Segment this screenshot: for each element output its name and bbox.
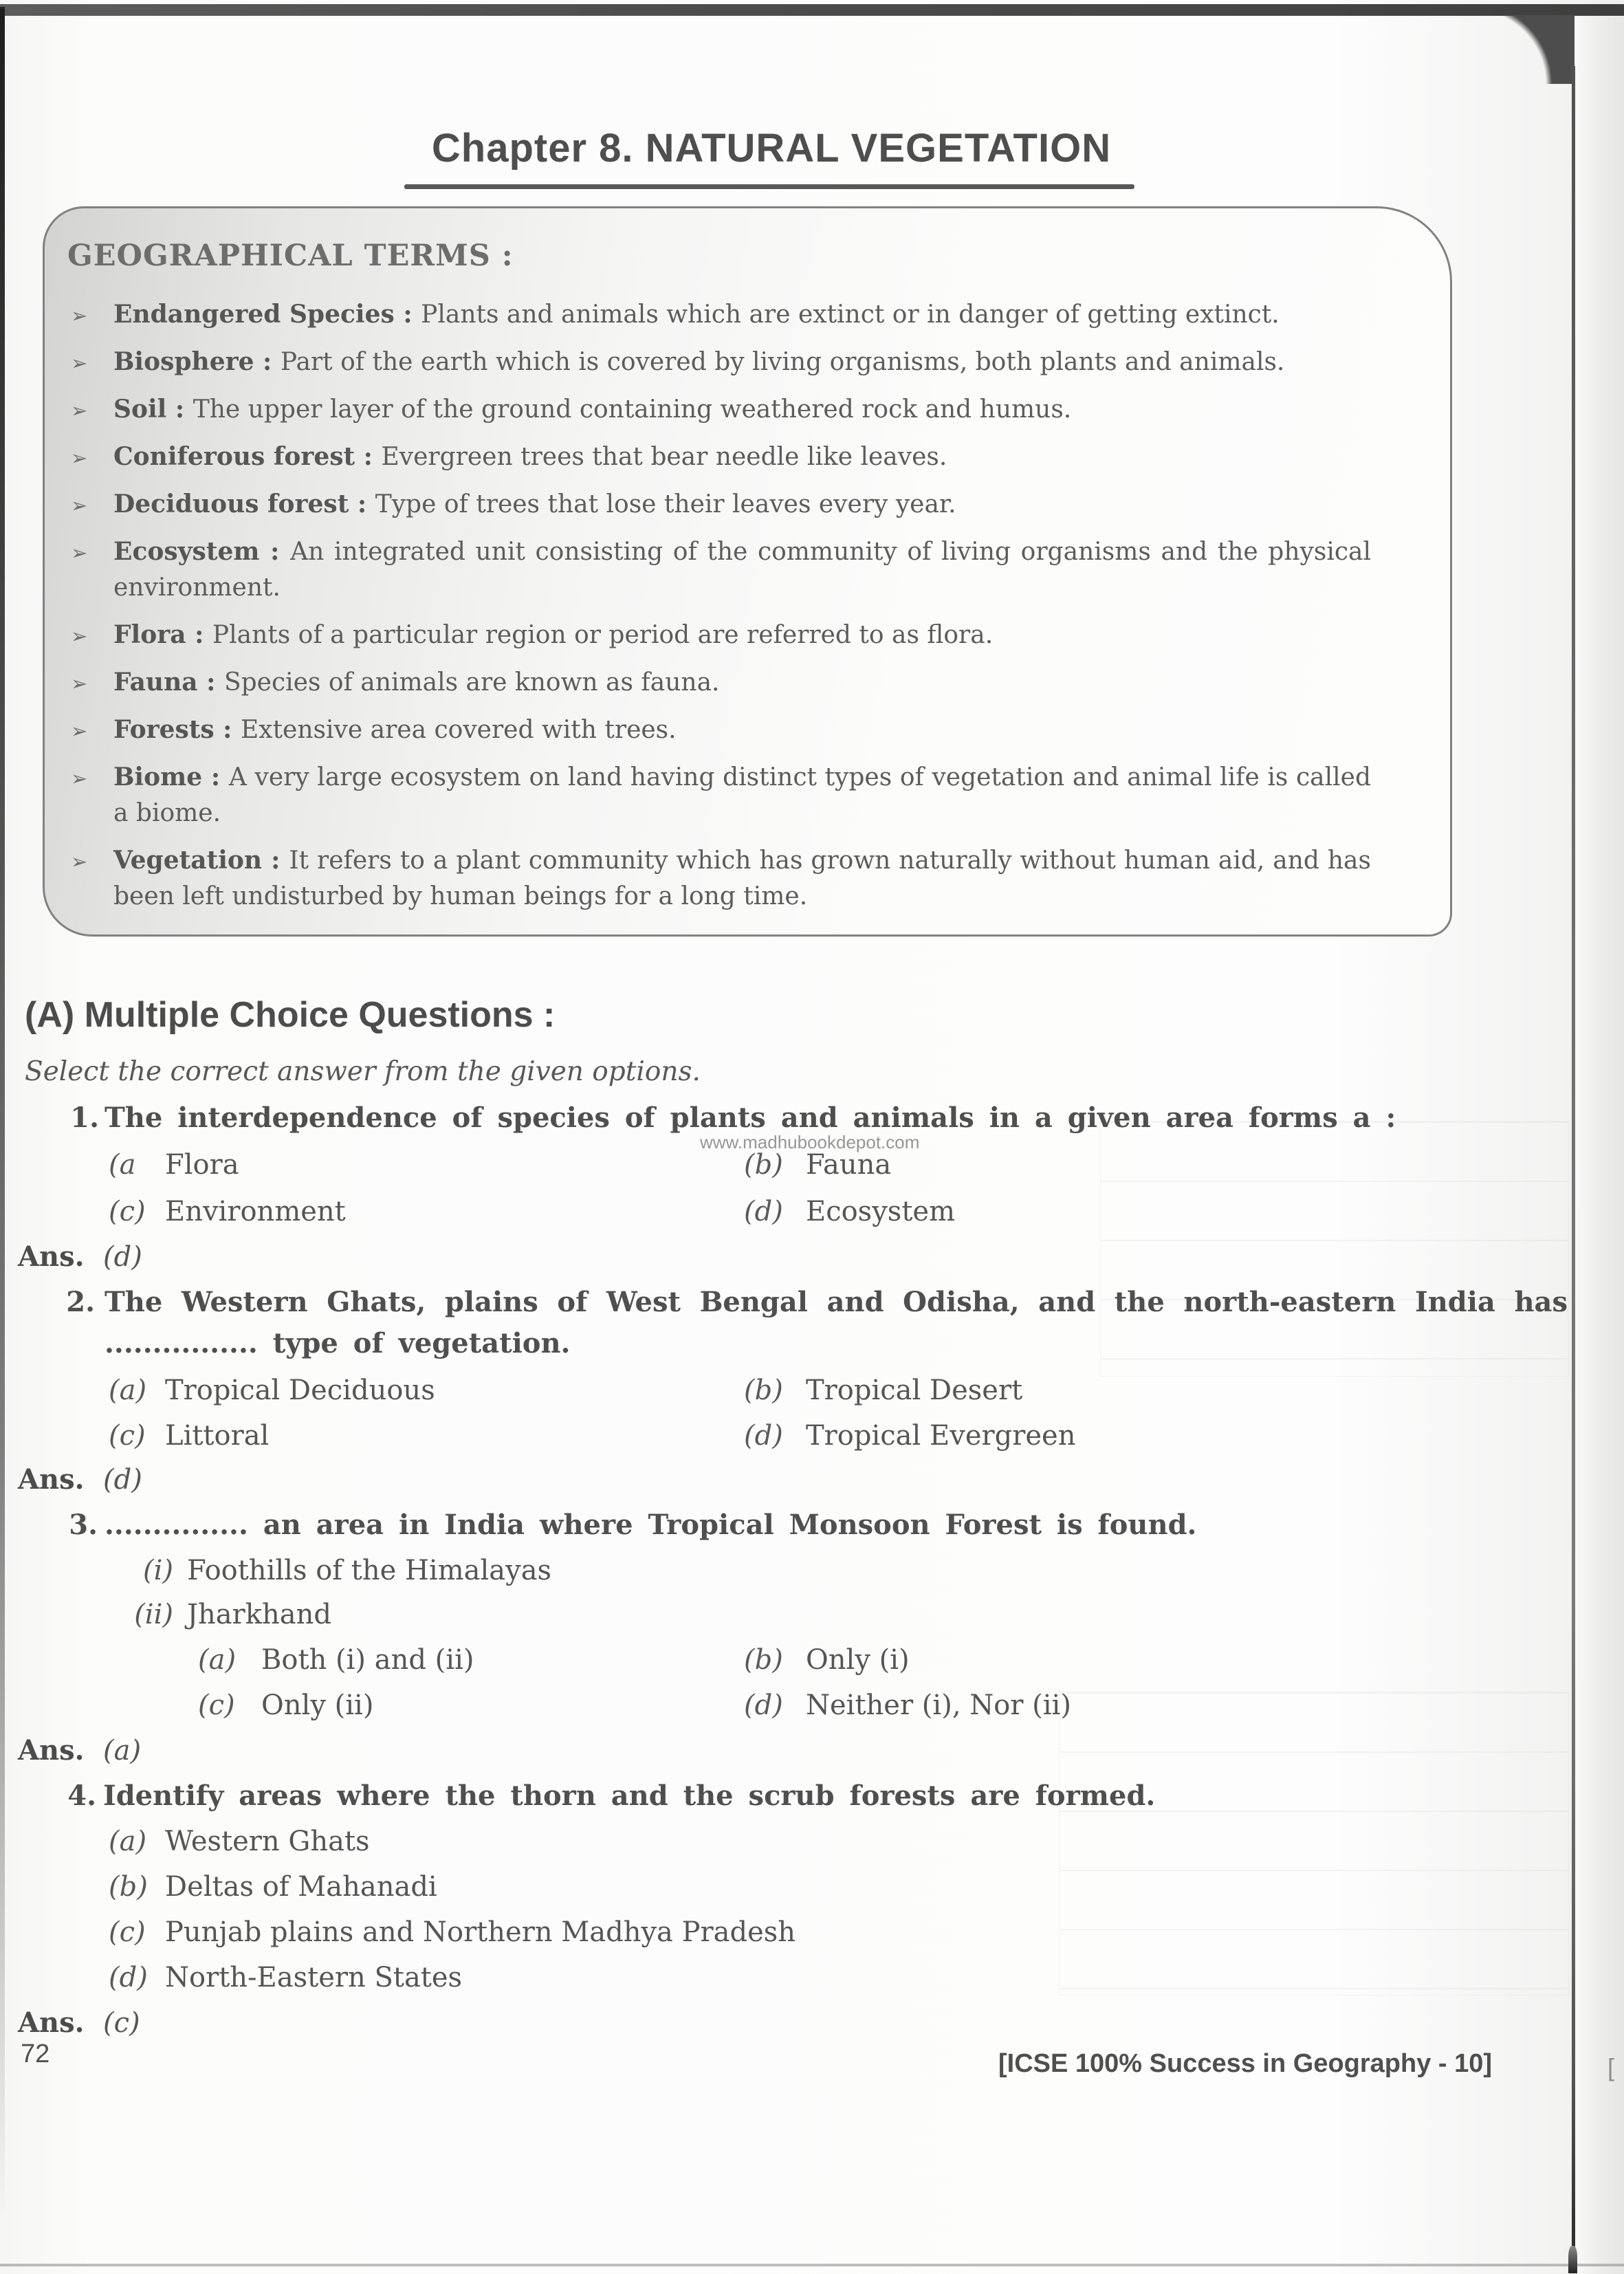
option-text: Littoral (165, 1420, 270, 1452)
term-name: Deciduous forest (113, 490, 349, 518)
mcq-section-heading: (A) Multiple Choice Questions : (25, 995, 556, 1035)
page-curl-corner (1471, 15, 1574, 84)
term-item (71, 534, 1372, 606)
option-label: (c) (109, 1196, 146, 1227)
term-name: Coniferous forest (113, 442, 355, 471)
term-name: Biosphere (113, 347, 254, 376)
term-definition: Part of the earth which is covered by living organisms, both plants and animals. (280, 348, 1285, 376)
term-item (71, 712, 1371, 748)
option-label: (c) (109, 1916, 146, 1948)
statement-label: (ii) (134, 1599, 173, 1630)
options-row (0, 1643, 1624, 1678)
option-text: Flora (165, 1149, 239, 1181)
term-item (71, 344, 1371, 380)
term-item (71, 617, 1371, 653)
option-text: Western Ghats (165, 1826, 370, 1857)
next-page-text-fragment: [ (1607, 2053, 1615, 2081)
term-name: Fauna (113, 668, 198, 697)
option-text: Ecosystem (806, 1196, 956, 1227)
option-label: (a) (109, 1826, 147, 1857)
term-name: Endangered Species (113, 300, 395, 329)
option-text: Environment (165, 1196, 346, 1227)
options-row (0, 1195, 1624, 1229)
options-row (0, 1961, 1624, 1996)
term-item (71, 759, 1371, 831)
answer-label: Ans. (18, 1734, 85, 1767)
question-text: ............... an area in India where Tropical Monsoon Forest is found. (105, 1509, 1197, 1541)
term-separator: : (259, 537, 291, 566)
options-row (0, 1419, 1624, 1454)
statement-row (0, 1598, 1624, 1632)
option-label: (a) (109, 1375, 147, 1406)
question-row (0, 1286, 1624, 1320)
term-separator: : (214, 715, 241, 744)
term-definition: Type of trees that lose their leaves every year. (375, 490, 956, 518)
term-name: Vegetation (113, 846, 263, 875)
arrow-bullet-icon: ➢ (71, 351, 88, 375)
footer-book-title: [ICSE 100% Success in Geography - 10] (998, 2049, 1493, 2078)
term-name: Forests (113, 715, 215, 744)
page-curl-foot (1568, 2246, 1577, 2273)
term-name: Ecosystem (113, 537, 260, 566)
statement-text: Jharkhand (187, 1599, 331, 1630)
option-label: (a) (198, 1644, 237, 1676)
options-row (0, 1148, 1624, 1183)
arrow-bullet-icon: ➢ (71, 767, 88, 790)
answer-value: (d) (103, 1464, 142, 1496)
option-text: Punjab plains and Northern Madhya Pradesh (165, 1916, 796, 1948)
question-number: 4. (67, 1780, 96, 1812)
term-separator: : (197, 668, 224, 697)
geographical-terms-box (43, 206, 1452, 937)
arrow-bullet-icon: ➢ (71, 672, 88, 695)
term-item (71, 842, 1371, 915)
term-definition: Plants and animals which are extinct or in danger of getting extinct. (421, 300, 1280, 329)
term-definition: It refers to a plant community which has grown naturally without human aid, and has been left undisturbed by human beings for a long time. (113, 846, 1371, 910)
term-separator: : (262, 846, 289, 875)
option-label: (a (109, 1149, 136, 1181)
option-label: (d) (744, 1196, 783, 1227)
answer-value: (d) (103, 1241, 142, 1273)
term-name: Biome (113, 763, 203, 791)
option-label: (b) (109, 1871, 148, 1903)
term-item (71, 486, 1371, 523)
answer-value: (a) (103, 1735, 142, 1767)
question-row (0, 1327, 1624, 1362)
option-text: Tropical Deciduous (165, 1375, 435, 1406)
option-text: Only (ii) (261, 1690, 374, 1721)
options-row (0, 1689, 1624, 1723)
option-text: Neither (i), Nor (ii) (806, 1690, 1071, 1721)
option-text: North-Eastern States (165, 1962, 463, 1993)
option-text: Only (i) (806, 1644, 910, 1676)
term-definition: The upper layer of the ground containing weathered rock and humus. (193, 395, 1072, 424)
question-row (0, 1780, 1624, 1814)
answer-value: (c) (103, 2007, 140, 2039)
scan-top-edge (0, 4, 1624, 16)
question-text: The interdependence of species of plants and animals in a given area forms a : (105, 1102, 1396, 1134)
term-definition: Species of animals are known as fauna. (223, 668, 720, 697)
option-label: (b) (744, 1149, 783, 1181)
terms-box-heading: GEOGRAPHICAL TERMS : (67, 239, 514, 273)
option-label: (c) (109, 1420, 146, 1452)
term-separator: : (202, 763, 229, 791)
term-separator: : (254, 347, 281, 376)
arrow-bullet-icon: ➢ (71, 446, 88, 470)
option-text: Fauna (806, 1149, 892, 1181)
term-item (71, 664, 1371, 701)
question-text: The Western Ghats, plains of West Bengal and Odisha, and the north-eastern India has (105, 1286, 1568, 1318)
question-number: 3. (69, 1509, 98, 1541)
page-title: Chapter 8. NATURAL VEGETATION (431, 126, 1112, 171)
question-number: 1. (70, 1102, 99, 1134)
arrow-bullet-icon: ➢ (71, 494, 88, 517)
option-label: (d) (744, 1420, 783, 1452)
mcq-instruction: Select the correct answer from the given options. (25, 1056, 701, 1087)
statement-label: (i) (142, 1555, 173, 1586)
term-separator: : (166, 395, 193, 424)
arrow-bullet-icon: ➢ (71, 304, 88, 327)
answer-label: Ans. (18, 1463, 85, 1496)
term-item (71, 391, 1371, 428)
term-separator: : (394, 300, 421, 329)
option-text: Both (i) and (ii) (261, 1644, 474, 1676)
option-label: (c) (198, 1690, 235, 1721)
option-label: (b) (744, 1644, 783, 1676)
option-label: (b) (744, 1375, 783, 1406)
option-label: (d) (744, 1690, 783, 1721)
scan-bottom-edge (0, 2264, 1624, 2266)
term-name: Soil (113, 395, 167, 424)
answer-row (0, 1463, 1624, 1498)
term-definition: An integrated unit consisting of the community of living organisms and the physical environment. (113, 538, 1372, 602)
statement-text: Foothills of the Himalayas (187, 1555, 552, 1586)
term-name: Flora (113, 620, 186, 649)
options-row (0, 1870, 1624, 1905)
term-item (71, 439, 1371, 475)
page-number: 72 (21, 2040, 50, 2068)
options-row (0, 1916, 1624, 1950)
question-row (0, 1509, 1624, 1543)
term-separator: : (186, 620, 212, 649)
term-definition: Plants of a particular region or period are referred to as flora. (212, 621, 994, 649)
option-text: Tropical Desert (806, 1375, 1023, 1406)
answer-row (0, 1240, 1624, 1275)
arrow-bullet-icon: ➢ (71, 624, 88, 648)
term-item (71, 296, 1371, 333)
arrow-bullet-icon: ➢ (71, 719, 88, 743)
question-number: 2. (66, 1286, 95, 1318)
answer-row (0, 2007, 1624, 2041)
term-definition: Evergreen trees that bear needle like leaves. (381, 443, 947, 471)
title-underline (404, 184, 1134, 189)
answer-row (0, 1734, 1624, 1769)
arrow-bullet-icon: ➢ (71, 541, 88, 565)
term-definition: A very large ecosystem on land having distinct types of vegetation and animal life is called a biome. (113, 763, 1371, 827)
watermark-text: www.madhubookdepot.com (700, 1132, 920, 1152)
option-text: Tropical Evergreen (806, 1420, 1076, 1452)
term-definition: Extensive area covered with trees. (241, 716, 677, 744)
term-separator: : (349, 490, 375, 518)
answer-label: Ans. (18, 2007, 85, 2039)
options-row (0, 1825, 1624, 1859)
statement-row (0, 1554, 1624, 1588)
option-text: Deltas of Mahanadi (165, 1871, 437, 1903)
arrow-bullet-icon: ➢ (71, 850, 88, 873)
question-row (0, 1102, 1624, 1136)
question-text-line2: ................ type of vegetation. (105, 1327, 571, 1359)
option-label: (d) (109, 1962, 148, 1993)
term-separator: : (355, 442, 382, 471)
arrow-bullet-icon: ➢ (71, 399, 88, 422)
answer-label: Ans. (18, 1240, 85, 1273)
options-row (0, 1374, 1624, 1408)
question-text: Identify areas where the thorn and the scrub forests are formed. (103, 1780, 1156, 1812)
